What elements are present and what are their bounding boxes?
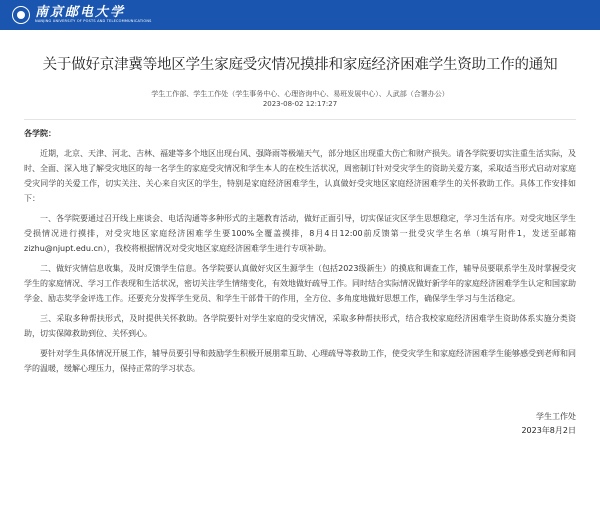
issuer-departments: 学生工作部、学生工作处（学生事务中心、心理咨询中心、易班发展中心）、人武部（合署办公） — [151, 90, 449, 98]
notice-content — [0, 53, 600, 438]
paragraph-item-1: 一、各学院要通过召开线上座谈会、电话沟通等多种形式的主题教育活动，做好正面引导，切实保证灾区学生思想稳定，学习生活有序。对受灾地区学生受损情况进行摸排，对受灾地区家庭经济困难学生要100%全覆盖摸排，8月4日12:00前反馈第一批受灾学生名单（填写附件1，发送至邮箱zizhu@njupt.edu.cn），我校将根据情况对受灾地区家庭经济困难学生进行专项补助。 — [24, 214, 576, 253]
signature-org: 学生工作处 — [536, 412, 576, 421]
publish-timestamp: 2023-08-02 12:17:27 — [262, 100, 338, 108]
signature-block — [24, 410, 576, 438]
logo-name-en: NANJING UNIVERSITY OF POSTS AND TELECOMMUNICATIONS — [35, 19, 152, 24]
logo-name-cn: 南京邮电大学 — [35, 5, 126, 21]
paragraph-intro: 近期，北京、天津、河北、吉林、福建等多个地区出现台风、强降雨等极端天气，部分地区出现重大伤亡和财产损失。请各学院要切实注重生活实际，及时、全面、深入地了解受灾地区的每一名学生的家庭受灾情况和学生本人的在校生活状况，周密制订针对受灾学生的资助关爱方案，采取适当形式启动对家庭受灾同学的关爱工作，切实关注、关心来自灾区的学生，特别是家庭经济困难学生，认真做好受灾地区家庭经济困难学生的关怀救助工作。具体工作安排如下： — [24, 149, 576, 203]
paragraph-item-3: 三、采取多种帮扶形式，及时提供关怀救助。各学院要针对学生家庭的受灾情况，采取多种帮扶形式，结合我校家庭经济困难学生资助体系实施分类资助，切实保障救助到位、关怀到心。 — [24, 314, 576, 338]
signature-date: 2023年8月2日 — [521, 426, 576, 435]
page-title: 关于做好京津冀等地区学生家庭受灾情况摸排和家庭经济困难学生资助工作的通知 — [42, 57, 558, 73]
divider — [24, 119, 576, 120]
paragraph-item-2: 二、做好灾情信息收集，及时反馈学生信息。各学院要认真做好灾区生源学生（包括2023级新生）的摸底和调查工作，辅导员要联系学生及时掌握受灾学生的家庭情况、学习工作表现和生活状况，密切关注学生情绪变化，有效地做好疏导工作。同时结合实际情况做好新学年的家庭经济困难学生认定和国家助学金、励志奖学金评选工作。还要充分发挥学生党员、和学生干部骨干的作用，全方位、多角度地做好思想工作，确保学生学习与生活稳定。 — [24, 264, 576, 303]
notice-body — [24, 126, 576, 376]
emblem-icon — [12, 6, 30, 24]
paragraph-closing: 要针对学生具体情况开展工作，辅导员要引导和鼓励学生积极开展朋辈互助、心理疏导等救助工作，使受灾学生和家庭经济困难学生能够感受到老师和同学的温暖，缓解心理压力，保持正常的学习状态。 — [24, 349, 576, 373]
site-header — [0, 0, 600, 30]
salutation: 各学院： — [24, 129, 56, 138]
university-logo[interactable] — [12, 0, 152, 30]
notice-meta — [24, 89, 576, 109]
